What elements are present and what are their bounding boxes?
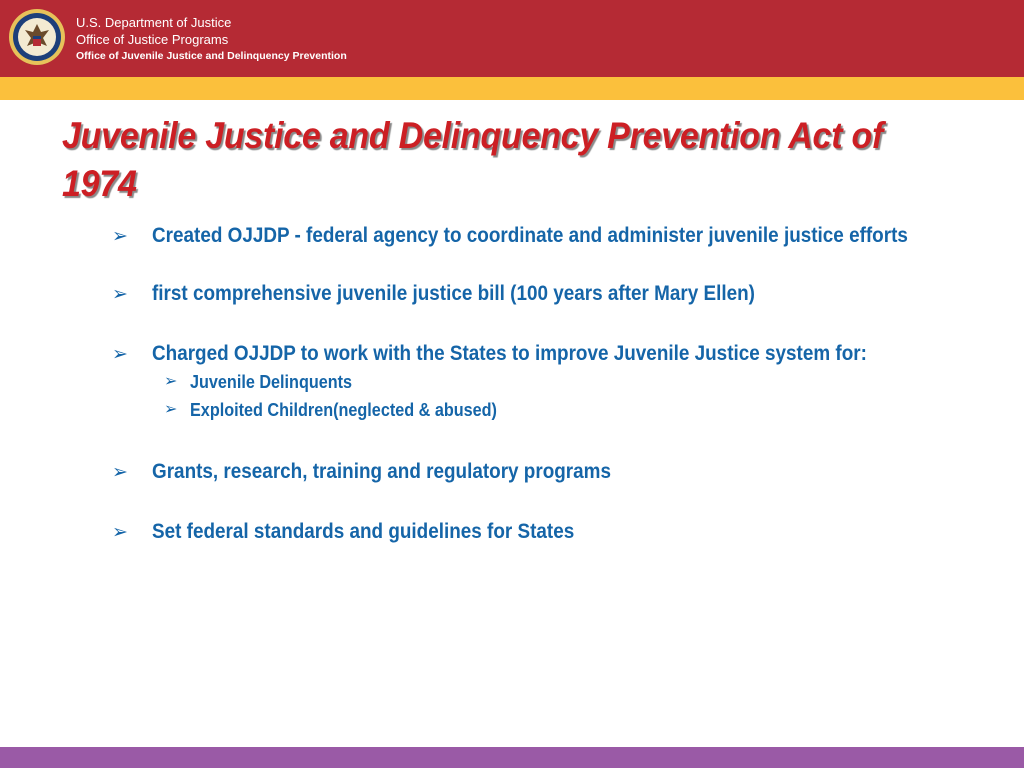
sub-bullet-list [152, 368, 972, 424]
bullet-text: Set federal standards and guidelines for States [152, 520, 575, 543]
agency-line-ojjdp: Office of Juvenile Justice and Delinquency Prevention [76, 50, 347, 62]
arrow-bullet-icon: ➢ [164, 373, 178, 390]
bullet-text: Created OJJDP - federal agency to coordinate and administer juvenile justice efforts [152, 224, 908, 247]
slide-title: Juvenile Justice and Delinquency Prevention Act of 1974 [62, 115, 884, 204]
bullet-text: Charged OJJDP to work with the States to improve Juvenile Justice system for: [152, 342, 867, 365]
sub-bullet-item [164, 396, 972, 424]
sub-bullet-text: Exploited Children(neglected & abused) [190, 400, 497, 420]
sub-bullet-text: Juvenile Delinquents [190, 372, 353, 392]
agency-name-block [76, 14, 347, 65]
bullet-item [112, 224, 972, 248]
bullet-text: first comprehensive juvenile justice bill (100 years after Mary Ellen) [152, 282, 755, 305]
doj-seal-icon [8, 8, 66, 66]
arrow-bullet-icon: ➢ [112, 226, 128, 247]
bullet-item [112, 282, 972, 306]
arrow-bullet-icon: ➢ [112, 462, 128, 483]
arrow-bullet-icon: ➢ [112, 344, 128, 365]
bullet-list [112, 224, 972, 582]
bullet-item [112, 460, 972, 484]
header-bar [0, 0, 1024, 77]
bullet-item [112, 342, 972, 424]
arrow-bullet-icon: ➢ [164, 401, 178, 418]
arrow-bullet-icon: ➢ [112, 284, 128, 305]
bullet-text: Grants, research, training and regulatory programs [152, 460, 611, 483]
agency-line-doj: U.S. Department of Justice [76, 15, 232, 30]
bullet-item [112, 520, 972, 544]
sub-bullet-item [164, 368, 972, 396]
gold-divider-bar [0, 77, 1024, 100]
footer-bar [0, 747, 1024, 768]
arrow-bullet-icon: ➢ [112, 522, 128, 543]
agency-line-ojp: Office of Justice Programs [76, 32, 229, 47]
